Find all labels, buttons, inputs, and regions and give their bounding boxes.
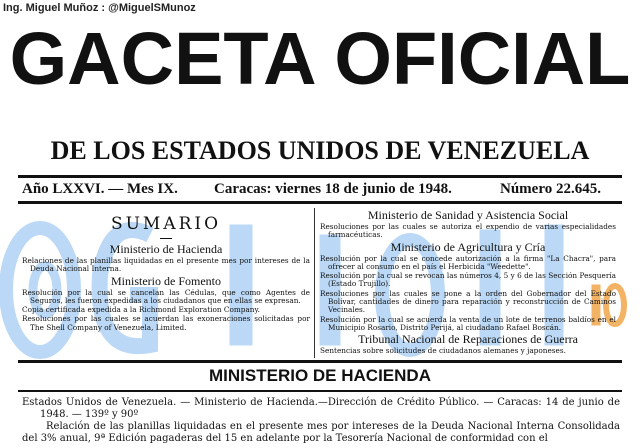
sumario-right xyxy=(320,208,616,357)
sumario-item: Resolución por la cual se cancelan las Cédulas, que como Agentes de Seguros, les fueron expedidas a los ciudadanos que en ellas se expresan. xyxy=(22,287,310,305)
masthead-title: GACETA OFICIAL xyxy=(9,17,631,100)
section-heading: MINISTERIO DE HACIENDA xyxy=(209,366,431,385)
ministry-heading: Tribunal Nacional de Reparaciones de Guerra xyxy=(358,332,578,347)
divider xyxy=(160,238,172,239)
ministry-heading: Ministerio de Fomento xyxy=(111,273,221,288)
masthead-subtitle: DE LOS ESTADOS UNIDOS DE VENEZUELA xyxy=(50,136,590,165)
issue-year: Año LXXVI. — Mes IX. xyxy=(22,181,178,197)
sumario-heading: SUMARIO xyxy=(110,214,222,234)
ministry-heading: Ministerio de Sanidad y Asistencia Social xyxy=(367,208,569,222)
ministry-heading: Ministerio de Hacienda xyxy=(109,242,223,256)
divider xyxy=(18,360,622,363)
sumario-item: Resolución por la cual se acuerda la venta de un lote de terrenos baldíos en el Municipio Rosario, Distrito Perijá, al ciudadano Rafael Boscán. xyxy=(320,314,616,332)
section-body xyxy=(22,397,620,445)
sumario-item: Sentencias sobre solicitudes de ciudadanos alemanes y japoneses. xyxy=(320,346,566,356)
issue-date: Caracas: viernes 18 de junio de 1948. xyxy=(214,181,452,197)
ministry-heading: Ministerio de Agricultura y Cría xyxy=(390,239,546,254)
divider xyxy=(18,390,622,392)
sumario-left xyxy=(22,208,310,333)
sumario-item: Resoluciones por las cuales se autoriza el expendio de varias especialidades farmacéuticas. xyxy=(320,222,616,240)
dateline: Estados Unidos de Venezuela. — Ministerio de Hacienda.—Dirección de Crédito Público. — Caracas: 14 de junio de 1948. — 139º y 90º xyxy=(22,397,620,420)
sumario-item: Relaciones de las planillas liquidadas en el presente mes por intereses de la Deuda Nacional Interna. xyxy=(22,256,310,274)
sumario-item: Copia certificada expedida a la Richmond Exploration Company. xyxy=(22,305,260,315)
issue-number: Número 22.645. xyxy=(500,181,601,197)
sumario-item: Resolución por la cual se concede autorización a la firma "La Chacra", para ofrecer al consumo en el país el Herbicida "Weedette". xyxy=(320,253,616,271)
sumario-item: Resolución por la cual se revocan las números 4, 5 y 6 de las Sección Pesquería (Estado Trujillo). xyxy=(320,271,616,289)
sumario-item: Resoluciones por las cuales se pone a la orden del Gobernador del Estado Bolívar, cantidades de dinero para reparación y reconstrucción de Caminos Vecinales. xyxy=(320,288,616,315)
column-divider xyxy=(314,208,315,358)
sumario-item: Resoluciones por las cuales se acuerdan las exoneraciones solicitadas por The Shell Company of Venezuela, Limited. xyxy=(22,314,310,332)
divider xyxy=(18,201,622,204)
paragraph: Relación de las planillas liquidadas en el presente mes por intereses de la Deuda Nacional Interna Consolidada del 3% anual, 9ª Edición pagaderas del 15 en adelante por la Tesorería Nacional de conformidad con el xyxy=(22,421,620,444)
divider xyxy=(18,175,622,178)
author-credit: Ing. Miguel Muñoz : @MiguelSMunoz xyxy=(3,2,196,14)
